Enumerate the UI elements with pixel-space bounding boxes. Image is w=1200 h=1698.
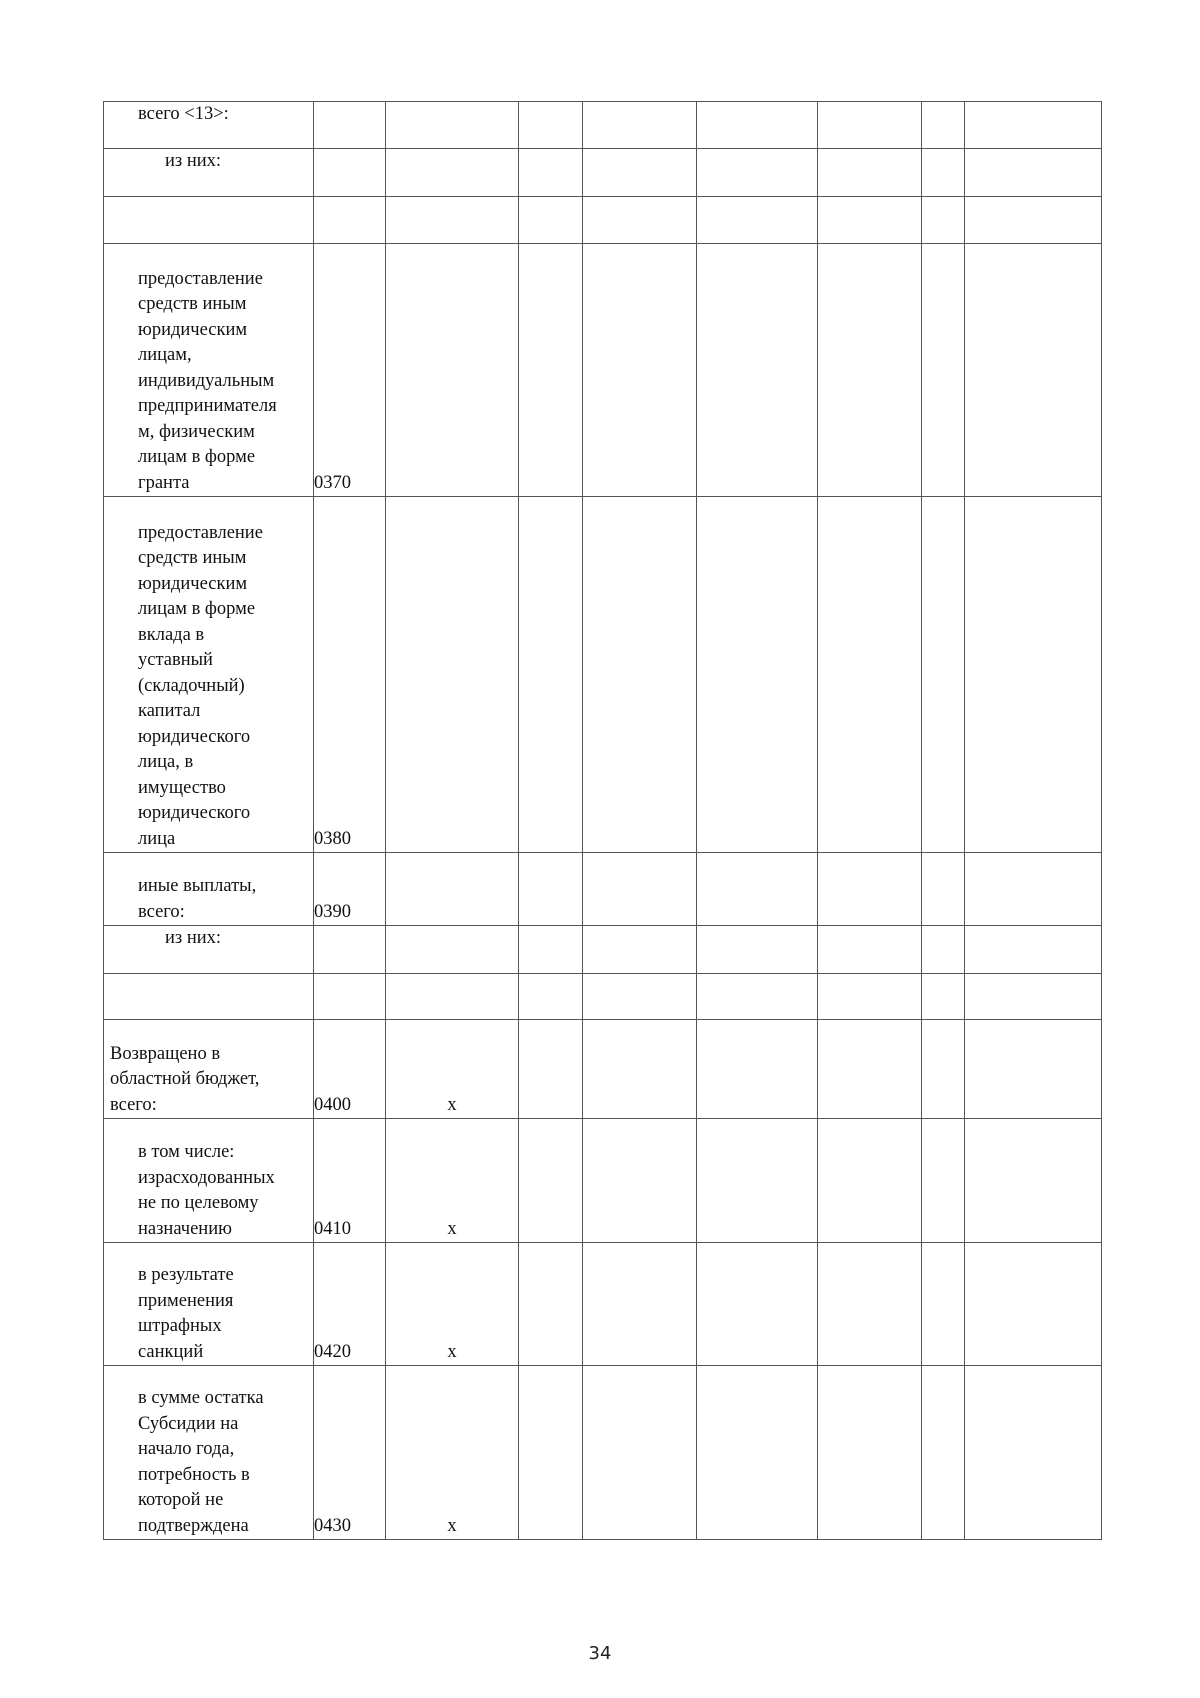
value-cell xyxy=(697,149,818,197)
line-code-cell xyxy=(314,1366,386,1540)
row-label-cell xyxy=(104,1366,314,1540)
value-cell xyxy=(697,102,818,149)
line-code-cell xyxy=(314,1119,386,1243)
value-cell xyxy=(818,1119,922,1243)
value-cell xyxy=(965,974,1102,1020)
value-cell xyxy=(697,1366,818,1540)
value-cell xyxy=(697,197,818,244)
line-code-cell xyxy=(314,149,386,197)
value-cell xyxy=(583,197,697,244)
value-cell xyxy=(965,1119,1102,1243)
value-cell xyxy=(697,497,818,853)
line-code: 0430 xyxy=(314,1515,351,1536)
row-label: в сумме остатка Субсидии на начало года, потребность в которой не подтверждена xyxy=(138,1388,264,1536)
row-label-cell xyxy=(104,149,314,197)
line-code-cell xyxy=(314,926,386,974)
row-label: в том числе: израсходованных не по целевому назначению xyxy=(138,1142,275,1239)
value-cell xyxy=(818,1243,922,1366)
value-cell xyxy=(922,1366,965,1540)
value-cell xyxy=(386,149,519,197)
value-cell xyxy=(965,497,1102,853)
value-cell xyxy=(922,853,965,926)
row-label: иные выплаты, всего: xyxy=(138,876,257,922)
value-cell xyxy=(697,1243,818,1366)
value-cell xyxy=(818,497,922,853)
value-cell xyxy=(922,1020,965,1119)
value-cell xyxy=(519,244,583,497)
value-cell xyxy=(583,1020,697,1119)
line-code-cell xyxy=(314,244,386,497)
row-label-cell xyxy=(104,102,314,149)
value-cell xyxy=(519,1119,583,1243)
value-cell xyxy=(583,853,697,926)
value-cell xyxy=(965,1243,1102,1366)
row-label: из них: xyxy=(165,928,222,948)
row-label-cell xyxy=(104,926,314,974)
row-label-cell xyxy=(104,853,314,926)
row-label: предоставление средств иным юридическим лицам, индивидуальным предпринимателя м, физическим лицам в форме гранта xyxy=(138,268,277,493)
value-cell xyxy=(922,149,965,197)
value-cell xyxy=(818,244,922,497)
value-cell xyxy=(818,926,922,974)
table-row xyxy=(104,149,1102,197)
table-row xyxy=(104,1119,1102,1243)
value-cell xyxy=(965,853,1102,926)
value-cell xyxy=(965,1366,1102,1540)
value-cell xyxy=(386,244,519,497)
cell-value: x xyxy=(447,1094,457,1115)
line-code: 0410 xyxy=(314,1218,351,1239)
line-code-cell xyxy=(314,974,386,1020)
value-cell xyxy=(519,102,583,149)
row-label: предоставление средств иным юридическим лицам в форме вклада в уставный (складочный) капитал юридического лица, в имущество юридического лица xyxy=(138,522,263,849)
value-cell xyxy=(583,102,697,149)
value-cell xyxy=(386,926,519,974)
value-cell xyxy=(922,244,965,497)
cell-value: x xyxy=(447,1218,457,1239)
value-cell xyxy=(818,102,922,149)
value-cell xyxy=(965,244,1102,497)
value-cell xyxy=(583,1366,697,1540)
value-cell xyxy=(386,497,519,853)
value-cell xyxy=(386,974,519,1020)
value-cell xyxy=(519,853,583,926)
value-cell xyxy=(965,197,1102,244)
line-code: 0370 xyxy=(314,472,351,493)
line-code: 0380 xyxy=(314,828,351,849)
value-cell xyxy=(922,197,965,244)
value-cell xyxy=(818,974,922,1020)
value-cell xyxy=(922,1243,965,1366)
line-code-cell xyxy=(314,1020,386,1119)
line-code-cell xyxy=(314,1243,386,1366)
value-cell xyxy=(386,1119,519,1243)
row-label: из них: xyxy=(165,151,222,171)
value-cell xyxy=(583,1119,697,1243)
value-cell xyxy=(697,974,818,1020)
value-cell xyxy=(922,926,965,974)
value-cell xyxy=(697,244,818,497)
cell-value: x xyxy=(447,1515,457,1536)
value-cell xyxy=(922,497,965,853)
row-label-cell xyxy=(104,497,314,853)
table-row xyxy=(104,197,1102,244)
value-cell xyxy=(583,244,697,497)
value-cell xyxy=(583,1243,697,1366)
value-cell xyxy=(386,102,519,149)
table-row xyxy=(104,102,1102,149)
value-cell xyxy=(583,974,697,1020)
value-cell xyxy=(818,149,922,197)
value-cell xyxy=(519,197,583,244)
row-label-cell xyxy=(104,244,314,497)
value-cell xyxy=(519,497,583,853)
value-cell xyxy=(386,1020,519,1119)
value-cell xyxy=(697,1119,818,1243)
row-label: Возвращено в областной бюджет, всего: xyxy=(110,1043,260,1115)
table-row xyxy=(104,1020,1102,1119)
value-cell xyxy=(519,1020,583,1119)
value-cell xyxy=(519,149,583,197)
line-code-cell xyxy=(314,197,386,244)
line-code-cell xyxy=(314,497,386,853)
table-row xyxy=(104,1243,1102,1366)
value-cell xyxy=(965,149,1102,197)
row-label-cell xyxy=(104,197,314,244)
value-cell xyxy=(386,1366,519,1540)
row-label-cell xyxy=(104,1119,314,1243)
value-cell xyxy=(583,149,697,197)
row-label-cell xyxy=(104,1020,314,1119)
value-cell xyxy=(922,974,965,1020)
line-code: 0400 xyxy=(314,1094,351,1115)
value-cell xyxy=(519,974,583,1020)
value-cell xyxy=(386,853,519,926)
value-cell xyxy=(386,197,519,244)
page-number: 34 xyxy=(588,1643,612,1664)
line-code-cell xyxy=(314,102,386,149)
table-row xyxy=(104,244,1102,497)
report-table xyxy=(103,101,1102,1540)
table-row xyxy=(104,497,1102,853)
value-cell xyxy=(697,1020,818,1119)
line-code: 0420 xyxy=(314,1341,351,1362)
value-cell xyxy=(519,1243,583,1366)
table-row xyxy=(104,926,1102,974)
value-cell xyxy=(583,926,697,974)
value-cell xyxy=(697,926,818,974)
row-label-cell xyxy=(104,974,314,1020)
value-cell xyxy=(965,102,1102,149)
cell-value: x xyxy=(447,1341,457,1362)
value-cell xyxy=(922,1119,965,1243)
value-cell xyxy=(583,497,697,853)
row-label: в результате применения штрафных санкций xyxy=(138,1265,234,1362)
value-cell xyxy=(818,853,922,926)
value-cell xyxy=(818,1366,922,1540)
row-label-cell xyxy=(104,1243,314,1366)
value-cell xyxy=(818,1020,922,1119)
value-cell xyxy=(519,1366,583,1540)
value-cell xyxy=(818,197,922,244)
value-cell xyxy=(965,926,1102,974)
value-cell xyxy=(965,1020,1102,1119)
value-cell xyxy=(519,926,583,974)
row-label: всего <13>: xyxy=(138,104,229,124)
line-code-cell xyxy=(314,853,386,926)
value-cell xyxy=(697,853,818,926)
table-row xyxy=(104,1366,1102,1540)
value-cell xyxy=(922,102,965,149)
value-cell xyxy=(386,1243,519,1366)
table-row xyxy=(104,853,1102,926)
table-row xyxy=(104,974,1102,1020)
line-code: 0390 xyxy=(314,901,351,922)
